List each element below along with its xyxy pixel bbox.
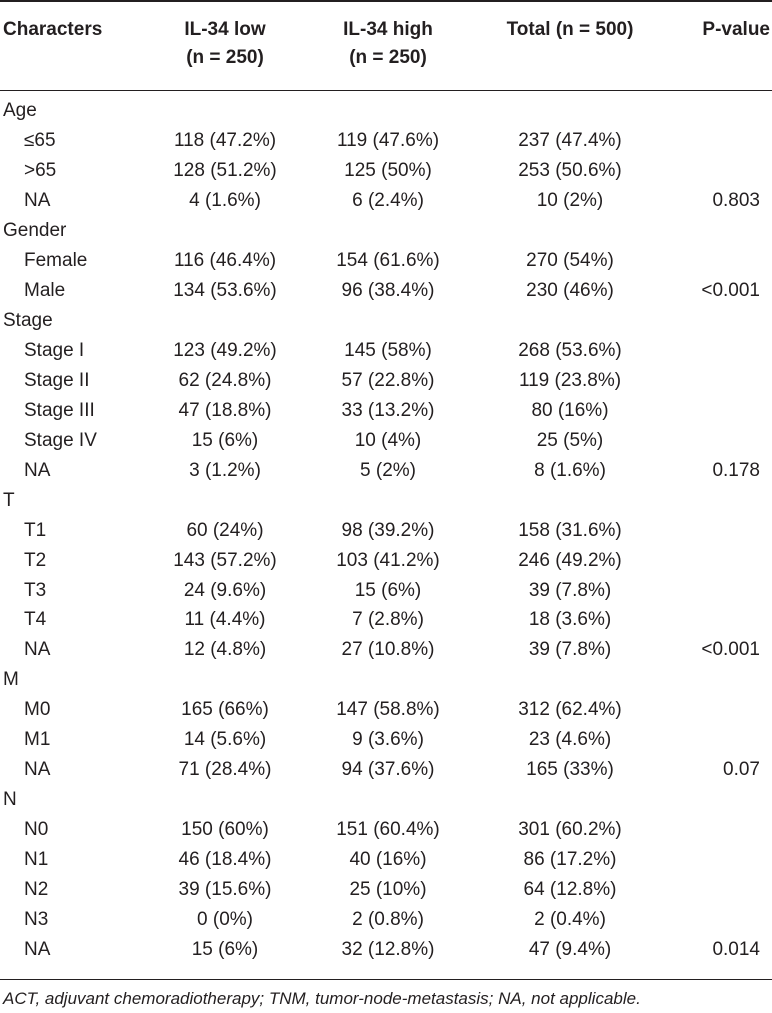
row-label: N0 bbox=[24, 819, 49, 841]
table-row bbox=[0, 725, 772, 755]
row-label: T3 bbox=[24, 579, 47, 601]
row-label: T2 bbox=[24, 549, 47, 571]
table-row bbox=[0, 635, 772, 665]
cell-total: 230 (46%) bbox=[526, 279, 614, 301]
cell-total: 23 (4.6%) bbox=[528, 729, 612, 751]
table-group-row bbox=[0, 306, 772, 336]
cell-il34-high: 96 (38.4%) bbox=[341, 279, 435, 301]
table-row bbox=[0, 276, 772, 306]
cell-il34-high: 119 (47.6%) bbox=[336, 129, 440, 151]
cell-il34-low: 165 (66%) bbox=[181, 699, 269, 721]
table-row bbox=[0, 456, 772, 486]
table-row bbox=[0, 845, 772, 875]
table-row bbox=[0, 546, 772, 576]
cell-il34-high: 125 (50%) bbox=[344, 159, 432, 181]
cell-il34-low: 128 (51.2%) bbox=[173, 159, 277, 181]
cell-il34-high: 103 (41.2%) bbox=[336, 549, 440, 571]
cell-il34-low: 0 (0%) bbox=[197, 909, 253, 931]
cell-il34-low: 143 (57.2%) bbox=[173, 549, 277, 571]
cell-il34-low: 71 (28.4%) bbox=[178, 759, 272, 781]
cell-total: 246 (49.2%) bbox=[518, 549, 622, 571]
cell-il34-high: 25 (10%) bbox=[349, 879, 427, 901]
cell-p-value: <0.001 bbox=[701, 639, 760, 661]
row-label: Female bbox=[24, 249, 88, 271]
cell-total: 119 (23.8%) bbox=[518, 369, 622, 391]
cell-total: 86 (17.2%) bbox=[523, 849, 617, 871]
cell-il34-high: 9 (3.6%) bbox=[352, 729, 424, 751]
row-label: Male bbox=[24, 279, 66, 301]
cell-il34-high: 6 (2.4%) bbox=[352, 189, 424, 211]
cell-p-value: 0.07 bbox=[723, 759, 760, 781]
cell-il34-high: 40 (16%) bbox=[349, 849, 427, 871]
table-row bbox=[0, 336, 772, 366]
cell-il34-low: 15 (6%) bbox=[191, 429, 259, 451]
cell-il34-high: 32 (12.8%) bbox=[341, 939, 435, 961]
cell-il34-low: 14 (5.6%) bbox=[183, 729, 267, 751]
cell-il34-high: 15 (6%) bbox=[354, 579, 422, 601]
cell-total: 10 (2%) bbox=[536, 189, 604, 211]
header-p-value-label: P-value bbox=[702, 19, 770, 40]
header-il34-low-line2: (n = 250) bbox=[186, 47, 264, 68]
header-total-label: Total (n = 500) bbox=[506, 19, 634, 40]
header-il34-high bbox=[318, 16, 458, 72]
table-footnote: ACT, adjuvant chemoradiotherapy; TNM, tumor-node-metastasis; NA, not applicable. bbox=[3, 989, 641, 1008]
cell-total: 158 (31.6%) bbox=[518, 519, 622, 541]
table-row bbox=[0, 426, 772, 456]
cell-il34-low: 62 (24.8%) bbox=[178, 369, 272, 391]
cell-il34-low: 118 (47.2%) bbox=[173, 129, 277, 151]
group-label: Gender bbox=[3, 219, 67, 241]
cell-total: 8 (1.6%) bbox=[534, 459, 606, 481]
table-header bbox=[0, 0, 772, 90]
row-label: Stage IV bbox=[24, 429, 97, 451]
cell-total: 39 (7.8%) bbox=[528, 639, 612, 661]
row-label: Stage III bbox=[24, 399, 95, 421]
table-row bbox=[0, 186, 772, 216]
row-label: NA bbox=[24, 939, 51, 961]
table-row bbox=[0, 755, 772, 785]
group-label: Age bbox=[3, 100, 37, 121]
row-label: N2 bbox=[24, 879, 49, 901]
table-group-row bbox=[0, 665, 772, 695]
cell-total: 64 (12.8%) bbox=[523, 879, 617, 901]
table-group-row bbox=[0, 96, 772, 126]
cell-total: 253 (50.6%) bbox=[518, 159, 622, 181]
cell-il34-high: 10 (4%) bbox=[354, 429, 422, 451]
cell-total: 80 (16%) bbox=[531, 399, 609, 421]
table-group-row bbox=[0, 486, 772, 516]
group-label: T bbox=[3, 489, 15, 511]
table-body bbox=[0, 96, 772, 965]
table-row bbox=[0, 905, 772, 935]
cell-il34-high: 27 (10.8%) bbox=[341, 639, 435, 661]
row-label: NA bbox=[24, 639, 51, 661]
cell-il34-high: 147 (58.8%) bbox=[336, 699, 440, 721]
cell-il34-low: 134 (53.6%) bbox=[173, 279, 277, 301]
cell-il34-high: 151 (60.4%) bbox=[336, 819, 440, 841]
header-characters bbox=[3, 16, 102, 44]
table-row bbox=[0, 246, 772, 276]
row-label: T1 bbox=[24, 519, 47, 541]
row-label: N1 bbox=[24, 849, 49, 871]
cell-p-value: 0.178 bbox=[712, 459, 760, 481]
header-il34-low-line1: IL-34 low bbox=[184, 19, 266, 40]
group-label: N bbox=[3, 789, 17, 811]
header-total bbox=[485, 16, 655, 44]
cell-total: 237 (47.4%) bbox=[518, 129, 622, 151]
cell-il34-high: 33 (13.2%) bbox=[341, 399, 435, 421]
cell-il34-low: 12 (4.8%) bbox=[183, 639, 267, 661]
cell-il34-high: 98 (39.2%) bbox=[341, 519, 435, 541]
cell-total: 18 (3.6%) bbox=[528, 609, 612, 631]
cell-p-value: <0.001 bbox=[701, 279, 760, 301]
row-label: M0 bbox=[24, 699, 51, 721]
table-group-row bbox=[0, 785, 772, 815]
cell-total: 312 (62.4%) bbox=[518, 699, 622, 721]
table-row bbox=[0, 815, 772, 845]
table-row bbox=[0, 935, 772, 965]
cell-il34-low: 123 (49.2%) bbox=[173, 339, 277, 361]
header-divider-rule bbox=[0, 90, 772, 91]
cell-il34-high: 94 (37.6%) bbox=[341, 759, 435, 781]
group-label: M bbox=[3, 669, 19, 691]
cell-il34-high: 5 (2%) bbox=[360, 459, 416, 481]
cell-il34-high: 145 (58%) bbox=[344, 339, 432, 361]
cell-total: 39 (7.8%) bbox=[528, 579, 612, 601]
cell-il34-low: 11 (4.4%) bbox=[184, 609, 266, 631]
header-il34-low bbox=[155, 16, 295, 72]
row-label: Stage I bbox=[24, 339, 85, 361]
table-row bbox=[0, 695, 772, 725]
cell-p-value: 0.014 bbox=[712, 939, 760, 961]
table-row bbox=[0, 156, 772, 186]
row-label: T4 bbox=[24, 609, 47, 631]
cell-total: 165 (33%) bbox=[526, 759, 614, 781]
table-row bbox=[0, 126, 772, 156]
table-row bbox=[0, 516, 772, 546]
cell-total: 47 (9.4%) bbox=[528, 939, 612, 961]
cell-total: 301 (60.2%) bbox=[518, 819, 622, 841]
cell-p-value: 0.803 bbox=[712, 189, 760, 211]
row-label: M1 bbox=[24, 729, 51, 751]
group-label: Stage bbox=[3, 309, 53, 331]
cell-total: 268 (53.6%) bbox=[518, 339, 622, 361]
row-label: NA bbox=[24, 759, 51, 781]
table-group-row bbox=[0, 216, 772, 246]
cell-il34-low: 46 (18.4%) bbox=[178, 849, 272, 871]
row-label: NA bbox=[24, 189, 51, 211]
table-row bbox=[0, 576, 772, 606]
cell-il34-low: 150 (60%) bbox=[181, 819, 269, 841]
cell-il34-low: 39 (15.6%) bbox=[178, 879, 272, 901]
cell-il34-low: 3 (1.2%) bbox=[189, 459, 261, 481]
cell-il34-low: 47 (18.8%) bbox=[178, 399, 272, 421]
header-characters-label: Characters bbox=[3, 19, 103, 40]
cell-il34-low: 60 (24%) bbox=[186, 519, 264, 541]
cell-il34-low: 4 (1.6%) bbox=[189, 189, 261, 211]
header-p-value bbox=[670, 16, 770, 44]
cell-total: 270 (54%) bbox=[526, 249, 614, 271]
cell-il34-high: 2 (0.8%) bbox=[352, 909, 424, 931]
cell-il34-high: 7 (2.8%) bbox=[352, 609, 424, 631]
row-label: >65 bbox=[24, 159, 57, 181]
cell-total: 2 (0.4%) bbox=[534, 909, 606, 931]
table-row bbox=[0, 396, 772, 426]
cell-il34-low: 116 (46.4%) bbox=[173, 249, 277, 271]
cell-il34-high: 57 (22.8%) bbox=[341, 369, 435, 391]
header-il34-high-line2: (n = 250) bbox=[349, 47, 427, 68]
cell-il34-low: 15 (6%) bbox=[191, 939, 259, 961]
cell-il34-low: 24 (9.6%) bbox=[183, 579, 267, 601]
table-row bbox=[0, 875, 772, 905]
row-label: N3 bbox=[24, 909, 49, 931]
row-label: ≤65 bbox=[24, 129, 56, 151]
table-row bbox=[0, 366, 772, 396]
row-label: NA bbox=[24, 459, 51, 481]
cell-il34-high: 154 (61.6%) bbox=[336, 249, 440, 271]
table-bottom-rule bbox=[0, 979, 772, 980]
cell-total: 25 (5%) bbox=[536, 429, 604, 451]
table-row bbox=[0, 605, 772, 635]
row-label: Stage II bbox=[24, 369, 90, 391]
header-il34-high-line1: IL-34 high bbox=[343, 19, 433, 40]
